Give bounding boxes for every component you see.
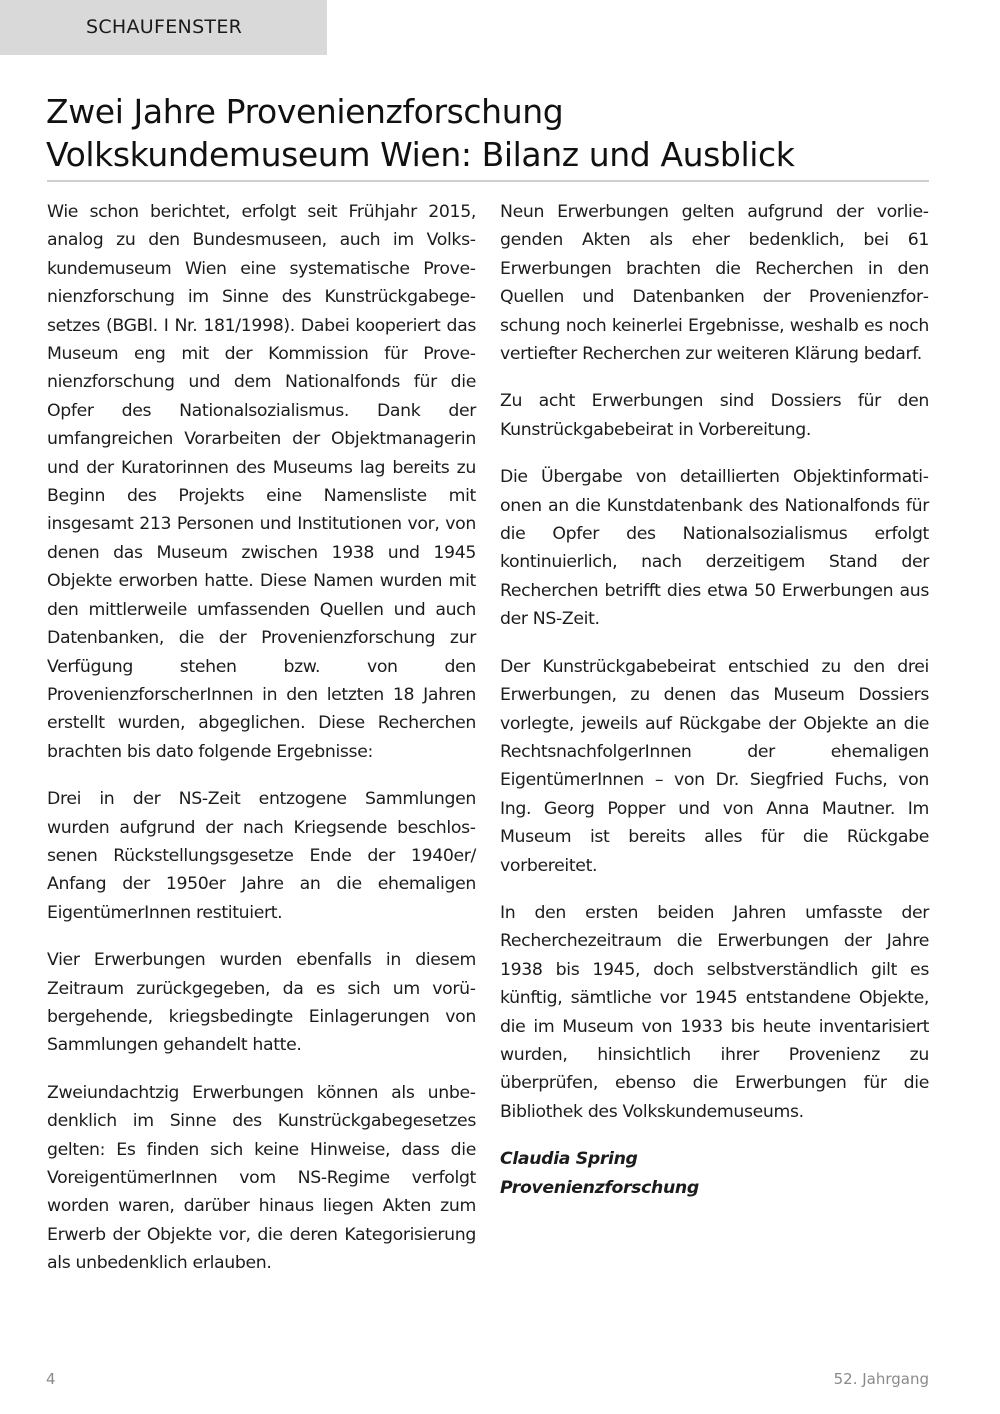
title-line-1: Zwei Jahre Provenienzforschung [46, 92, 564, 131]
author-role: Provenienzforschung [500, 1177, 699, 1198]
title-divider [47, 180, 929, 182]
paragraph: Der Kunstrückgabebeirat entschied zu den drei Erwerbungen, zu denen das Museum Dossiers vorlegte, jeweils auf Rückgabe der Objekte an die RechtsnachfolgerInnen der ehemaligen EigentümerInnen – von Dr. Siegfried Fuchs, von Ing. Georg Popper und von Anna Mautner. Im Museum ist bereits alles für die Rückgabe vorbereitet. [500, 656, 929, 876]
paragraph: Die Übergabe von detaillierten Objektinformationen an die Kunstdatenbank des Nationalfonds für die Opfer des Nationalsozialismus erfolgt kontinuierlich, nach derzeitigem Stand der Recherchen betrifft dies etwa 50 Erwerbungen aus der NS-Zeit. [500, 467, 929, 630]
section-tab [0, 0, 327, 55]
paragraph: Zu acht Erwerbungen sind Dossiers für den Kunstrückgabebeirat in Vorbereitung. [500, 391, 929, 440]
section-label: SCHAUFENSTER [86, 16, 243, 38]
title-line-2: Volkskundemuseum Wien: Bilanz und Ausblick [46, 135, 795, 174]
left-column [47, 198, 476, 1297]
paragraph: In den ersten beiden Jahren umfasste der Recherchezeitraum die Erwerbungen der Jahre 1938 bis 1945, doch selbstverständlich gilt es künftig, sämtliche vor 1945 entstandene Objekte, die im Museum von 1933 bis heute inventarisiert wurden, hinsichtlich ihrer Provenienz zu überprüfen, ebenso die Erwerbungen für die Bibliothek des Volkskundemuseums. [500, 902, 929, 1122]
right-column [500, 198, 929, 1221]
paragraph: Zweiundachtzig Erwerbungen können als unbedenklich im Sinne des Kunstrückgabegesetzes gelten: Es finden sich keine Hinweise, dass die VoreigentümerInnen vom NS-Regime verfolgt worden waren, darüber hinaus liegen Akten zum Erwerb der Objekte vor, die deren Kategorisierung als unbedenklich erlauben. [47, 1082, 476, 1274]
issue-label: 52. Jahrgang [833, 1370, 929, 1388]
author-name: Claudia Spring [500, 1149, 638, 1170]
paragraph: Neun Erwerbungen gelten aufgrund der vorliegenden Akten als eher bedenklich, bei 61 Erwerbungen brachten die Recherchen in den Quellen und Datenbanken der Provenienzforschung noch keinerlei Ergebnisse, weshalb es noch vertiefter Recherchen zur weiteren Klärung bedarf. [500, 202, 929, 365]
paragraph: Wie schon berichtet, erfolgt seit Frühjahr 2015, analog zu den Bundesmuseen, auch im Volkskundemuseum Wien eine systematische Provenienzforschung im Sinne des Kunstrückgabegesetzes (BGBl. I Nr. 181/1998). Dabei kooperiert das Museum eng mit der Kommission für Provenienzforschung und dem Nationalfonds für die Opfer des Nationalsozialismus. Dank der umfangreichen Vorarbeiten der Objektmanagerin und der Kuratorinnen des Museums lag bereits zu Beginn des Projekts eine Namensliste mit insgesamt 213 Personen und Institutionen vor, von denen das Museum zwischen 1938 und 1945 Objekte erworben hatte. Diese Namen wurden mit den mittlerweile umfassenden Quellen und auch Datenbanken, die der Provenienzforschung zur Verfügung stehen bzw. von den ProvenienzforscherInnen in den letzten 18 Jahren erstellt wurden, abgeglichen. Diese Recherchen brachten bis dato folgende Ergebnisse: [47, 202, 476, 762]
paragraph: Vier Erwerbungen wurden ebenfalls in diesem Zeitraum zurückgegeben, da es sich um vorübergehende, kriegsbedingte Einlagerungen von Sammlungen gehandelt hatte. [47, 950, 476, 1056]
article-title [46, 90, 946, 176]
page-number: 4 [46, 1370, 56, 1388]
paragraph: Drei in der NS-Zeit entzogene Sammlungen wurden aufgrund der nach Kriegsende beschlossenen Rückstellungsgesetze Ende der 1940er/ Anfang der 1950er Jahre an die ehemaligen EigentümerInnen restituiert. [47, 789, 476, 923]
author-signature [500, 1145, 929, 1202]
